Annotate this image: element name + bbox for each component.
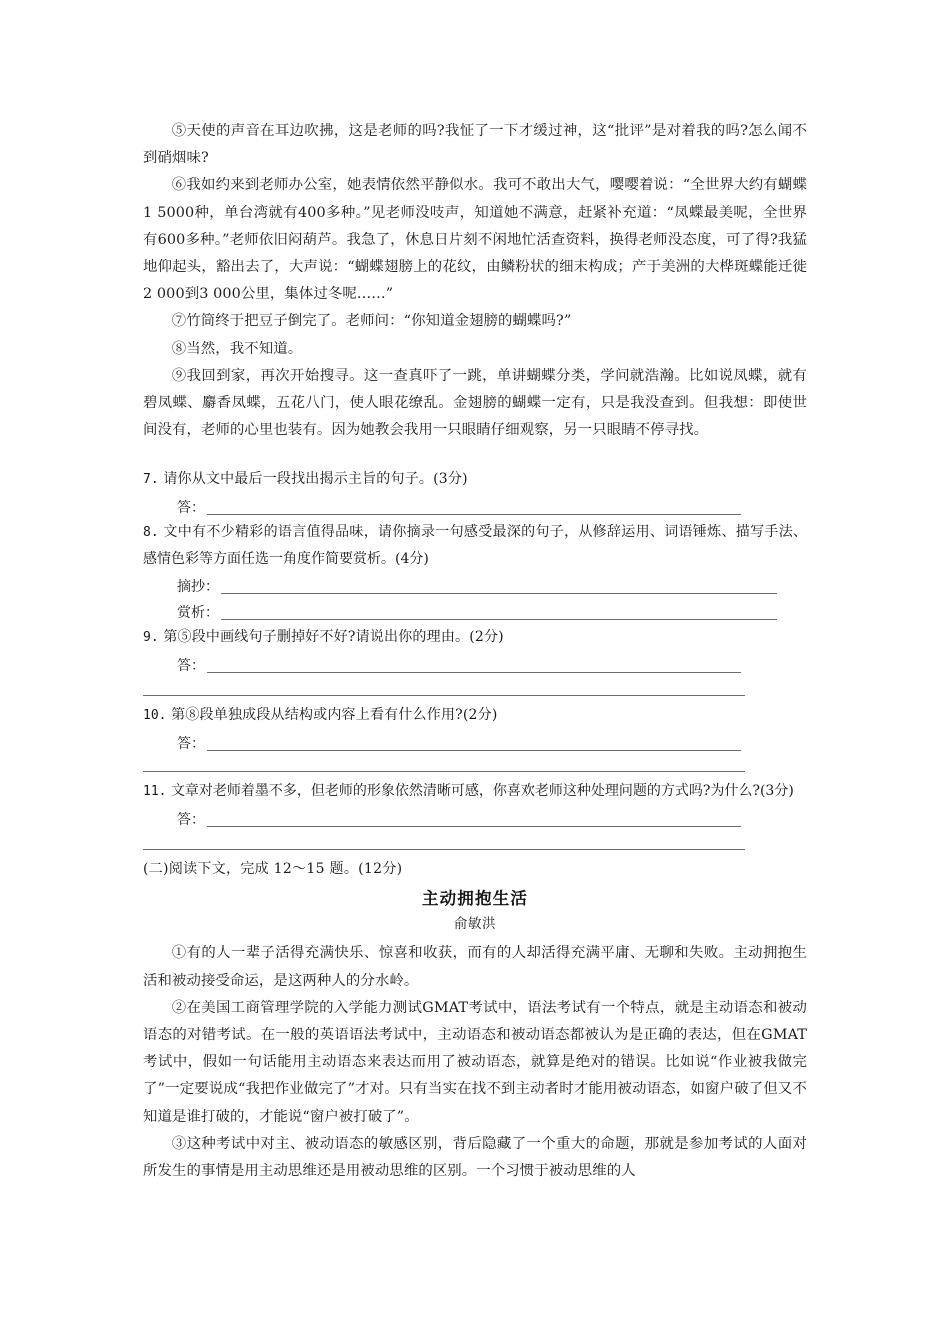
passage-paragraph-5: ⑤天使的声音在耳边吹拂，这是老师的吗?我怔了一下才缓过神，这“批评”是对着我的吗?怎么闻不到硝烟味? xyxy=(143,123,807,167)
question-9 xyxy=(143,624,807,696)
passage-two-paragraph-3: ③这种考试中对主、被动语态的敏感区别，背后隐藏了一个重大的命题，那就是参加考试的人面对所发生的事情是用主动思维还是用被动思维的区别。一个习惯于被动思维的人 xyxy=(143,1135,807,1180)
question-8-analysis-label: 赏析： xyxy=(177,605,219,622)
question-8-excerpt-row[interactable] xyxy=(177,572,807,598)
question-11-answer-rule[interactable] xyxy=(207,826,741,827)
question-11-answer-row[interactable] xyxy=(177,805,807,831)
question-9-number: 9. xyxy=(143,630,159,646)
question-11-prompt: 文章对老师着墨不多，但老师的形象依然清晰可感，你喜欢老师这种处理问题的方式吗?为什么?(3分) xyxy=(170,783,794,800)
question-7-answer-label: 答： xyxy=(177,500,205,517)
passage-two-author: 俞敏洪 xyxy=(453,916,497,933)
spacer-q9 xyxy=(143,677,807,695)
question-8-number: 8. xyxy=(143,525,159,541)
question-11-text-line xyxy=(143,778,807,805)
spacer-q10 xyxy=(143,755,807,771)
question-8-excerpt-rule[interactable] xyxy=(221,593,777,594)
question-7-prompt: 请你从文中最后一段找出揭示主旨的句子。(3分) xyxy=(163,471,468,488)
question-11-number: 11. xyxy=(143,784,167,800)
question-9-answer-rule[interactable] xyxy=(207,672,741,673)
question-10-prompt: 第⑧段单独成段从结构或内容上看有什么作用?(2分) xyxy=(171,707,498,724)
page-content xyxy=(143,118,807,1185)
question-11-answer-label: 答： xyxy=(177,812,205,829)
spacer-q11 xyxy=(143,831,807,849)
passage-two-section-heading: (二)阅读下文，完成 12～15 题。(12分) xyxy=(143,861,403,878)
passage-paragraph-8: ⑧当然，我不知道。 xyxy=(171,340,303,357)
question-10-text-line xyxy=(143,702,807,729)
question-7 xyxy=(143,466,807,519)
question-8-text-line xyxy=(143,519,807,572)
question-9-answer-label: 答： xyxy=(177,658,205,675)
question-10-answer-label: 答： xyxy=(177,736,205,753)
question-7-answer-row[interactable] xyxy=(177,493,807,519)
question-11 xyxy=(143,778,807,850)
question-8-excerpt-label: 摘抄： xyxy=(177,579,219,596)
passage-two-paragraph-2: ②在美国工商管理学院的入学能力测试GMAT考试中，语法考试有一个特点，就是主动语态和被动语态的对错考试。在一般的英语语法考试中，主动语态和被动语态都被认为是正确的表达，但在GMAT考试中，假如一句话能用主动语态来表达而用了被动语态，就算是绝对的错误。比如说“作业被我做完了”一定要说成“我把作业做完了”才对。只有当实在找不到主动者时才能用被动语态，如窗户破了但又不知道是谁打破的，才能说“窗户被打破了”。 xyxy=(143,999,807,1125)
question-10-answer-row[interactable] xyxy=(177,729,807,755)
passage-paragraph-6: ⑥我如约来到老师办公室，她表情依然平静似水。我可不敢出大气，嘤嘤着说：“全世界大约有蝴蝶1 5000种，单台湾就有400多种。”见老师没吱声，知道她不满意，赶紧补充道：“凤蝶最美呢，全世界有600多种。”老师依旧闷葫芦。我急了，休息日片刻不闲地忙活查资料，换得老师没态度，可了得?我猛地仰起头，豁出去了，大声说：“蝴蝶翅膀上的花纹，由鳞粉状的细末构成；产于美洲的大桦斑蝶能迁徙2 000到3 000公里，集体过冬呢……” xyxy=(143,177,807,303)
question-7-number: 7. xyxy=(143,472,159,488)
question-8-analysis-rule[interactable] xyxy=(221,619,777,620)
question-10-answer-rule[interactable] xyxy=(207,750,741,751)
passage-two-title: 主动拥抱生活 xyxy=(421,889,529,909)
question-8-prompt: 文中有不少精彩的语言值得品味，请你摘录一句感受最深的句子，从修辞运用、词语锤炼、描写手法、感情色彩等方面任选一角度作简要赏析。(4分) xyxy=(143,524,808,568)
question-8-analysis-row[interactable] xyxy=(177,598,807,624)
question-9-prompt: 第⑤段中画线句子删掉好不好?请说出你的理由。(2分) xyxy=(163,629,504,646)
question-10-number: 10. xyxy=(143,708,167,724)
passage-one-body xyxy=(143,118,807,444)
passage-two xyxy=(143,856,807,1185)
passage-paragraph-7: ⑦竹筒终于把豆子倒完了。老师问：“你知道金翅膀的蝴蝶吗?” xyxy=(171,313,572,330)
question-8 xyxy=(143,519,807,624)
spacer-after-passage-one xyxy=(143,444,807,466)
question-9-answer-row[interactable] xyxy=(177,651,807,677)
passage-paragraph-9: ⑨我回到家，再次开始搜寻。这一查真吓了一跳，单讲蝴蝶分类，学问就浩瀚。比如说凤蝶，就有碧凤蝶、麝香凤蝶，五花八门，使人眼花缭乱。金翅膀的蝴蝶一定有，只是我没查到。但我想：即使世间没有，老师的心里也装有。因为她教会我用一只眼睛仔细观察，另一只眼睛不停寻找。 xyxy=(143,367,807,439)
question-7-text-line xyxy=(143,466,807,493)
passage-two-paragraph-1: ①有的人一辈子活得充满快乐、惊喜和收获，而有的人却活得充满平庸、无聊和失败。主动拥抱生活和被动接受命运，是这两种人的分水岭。 xyxy=(143,945,807,989)
question-10 xyxy=(143,702,807,772)
question-9-text-line xyxy=(143,624,807,651)
question-7-answer-rule[interactable] xyxy=(207,514,741,515)
